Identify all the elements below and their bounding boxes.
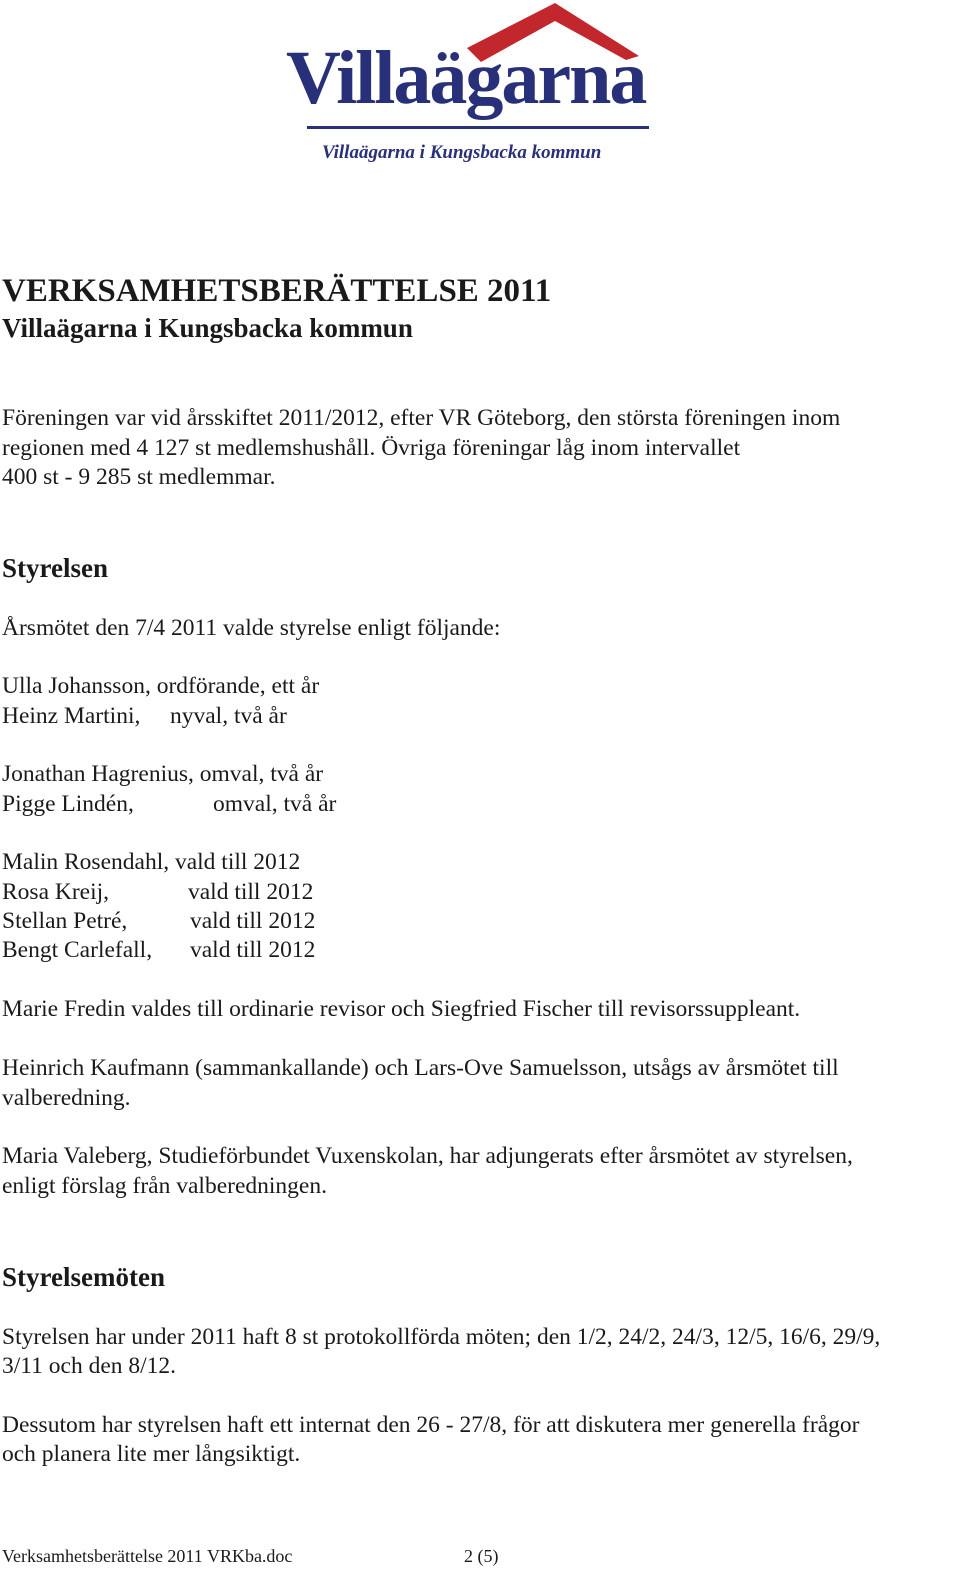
board-member: Ulla Johansson, ordförande, ett år: [2, 673, 320, 699]
moten-paragraph: Styrelsen har under 2011 haft 8 st protokollförda möten; den 1/2, 24/2, 24/3, 12/5, 16/6, 29/9,: [2, 1324, 881, 1350]
footer-page-number: 2 (5): [464, 1546, 499, 1566]
styrelsen-lead: Årsmötet den 7/4 2011 valde styrelse enligt följande:: [2, 615, 501, 641]
intro-line: regionen med 4 127 st medlemshushåll. Övriga föreningar låg inom intervallet: [2, 435, 741, 461]
adjung-paragraph: Maria Valeberg, Studieförbundet Vuxenskolan, har adjungerats efter årsmötet av styrelsen,: [2, 1143, 853, 1169]
internat-paragraph: och planera lite mer långsiktigt.: [2, 1441, 301, 1467]
board-member-term: omval, två år: [213, 791, 337, 817]
board-member: Bengt Carlefall,: [2, 937, 153, 963]
board-member-term: vald till 2012: [190, 937, 316, 963]
board-member-term: vald till 2012: [190, 908, 316, 934]
section-heading-styrelsen: Styrelsen: [2, 553, 108, 583]
document-title: VERKSAMHETSBERÄTTELSE 2011: [2, 273, 552, 309]
section-heading-styrelsemoten: Styrelsemöten: [2, 1262, 165, 1292]
footer-filename: Verksamhetsberättelse 2011 VRKba.doc: [2, 1546, 293, 1566]
board-member: Heinz Martini,: [2, 703, 141, 729]
intro-line: 400 st - 9 285 st medlemmar.: [2, 464, 276, 490]
document-subtitle: Villaägarna i Kungsbacka kommun: [2, 313, 413, 343]
valberedning-paragraph: valberedning.: [2, 1085, 131, 1111]
board-member-term: vald till 2012: [188, 879, 314, 905]
internat-paragraph: Dessutom har styrelsen haft ett internat den 26 - 27/8, för att diskutera mer generella frågor: [2, 1412, 860, 1438]
board-member: Pigge Lindén,: [2, 791, 134, 817]
logo-subtitle: Villaägarna i Kungsbacka kommun: [322, 142, 602, 163]
board-member: Stellan Petré,: [2, 908, 128, 934]
logo-wordmark: Villaägarna: [286, 36, 646, 120]
board-member: Rosa Kreij,: [2, 879, 110, 905]
intro-line: Föreningen var vid årsskiftet 2011/2012, efter VR Göteborg, den största föreningen inom: [2, 405, 841, 431]
valberedning-paragraph: Heinrich Kaufmann (sammankallande) och Lars-Ove Samuelsson, utsågs av årsmötet till: [2, 1055, 839, 1081]
board-member-term: nyval, två år: [170, 703, 287, 729]
board-member: Malin Rosendahl, vald till 2012: [2, 849, 301, 875]
adjung-paragraph: enligt förslag från valberedningen.: [2, 1173, 327, 1199]
board-member: Jonathan Hagrenius, omval, två år: [2, 761, 324, 787]
moten-paragraph: 3/11 och den 8/12.: [2, 1353, 177, 1379]
revisor-paragraph: Marie Fredin valdes till ordinarie revisor och Siegfried Fischer till revisorssuppleant.: [2, 996, 801, 1022]
